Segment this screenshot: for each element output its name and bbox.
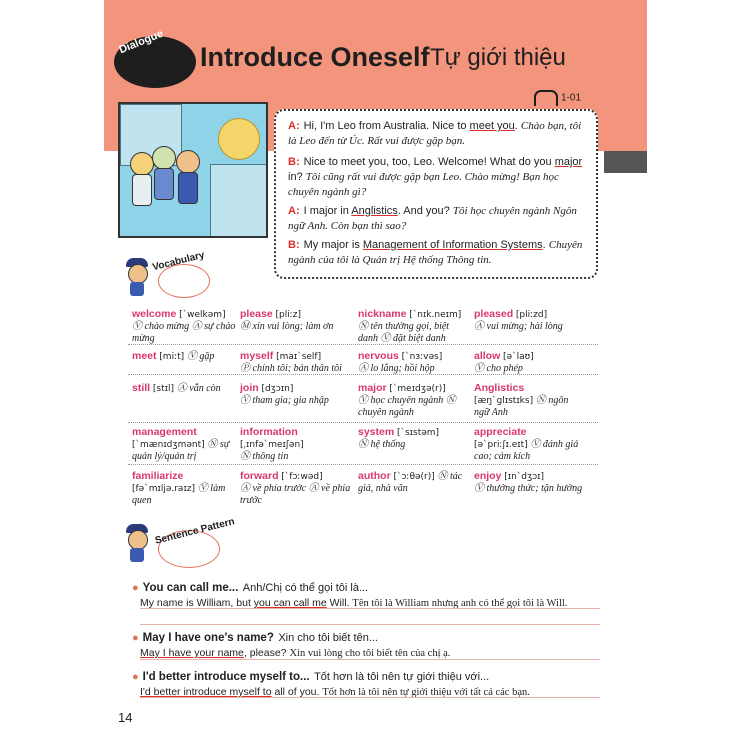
line-en: Nice to meet you, too, Leo. Welcome! What do you xyxy=(303,156,555,168)
dialogue-badge-label: Dialogue xyxy=(117,27,166,57)
vocab-meaning: Ⓐ lo lắng; hồi hộp xyxy=(358,363,435,374)
vocab-word: join xyxy=(240,382,259,394)
vocab-word: allow xyxy=(474,350,501,362)
vocab-meaning: Ⓝ tác giả, nhà văn xyxy=(358,471,463,494)
vocab-entry xyxy=(358,470,470,495)
vocab-meaning: Ⓥ chào mừng Ⓐ sự chào mừng xyxy=(132,321,236,344)
textbook-page xyxy=(104,0,647,750)
vocab-entry xyxy=(358,308,470,345)
vocab-entry xyxy=(132,350,244,363)
vocab-word: major xyxy=(358,382,387,394)
line-vi: Tôi học chuyên ngành Ngôn ngữ Anh. Còn bạn thì sao? xyxy=(288,205,577,232)
vocab-meaning: Ⓐ vẫn còn xyxy=(176,383,221,394)
line-en: I major in xyxy=(303,205,352,217)
dialogue-line xyxy=(288,119,586,149)
vocab-entry xyxy=(132,382,244,395)
vocab-meaning: Ⓥ học chuyên ngành Ⓝ chuyên ngành xyxy=(358,395,456,418)
vocab-meaning: Ⓐ vui mừng; hài lòng xyxy=(474,321,563,332)
vocab-word: nickname xyxy=(358,308,407,320)
vocab-ipa: [ˋnɜːvəs] xyxy=(401,352,443,362)
line-en: in? xyxy=(288,171,303,183)
person-body xyxy=(178,172,198,204)
speaker-label: B: xyxy=(288,156,300,168)
vocab-entry xyxy=(474,308,586,333)
pattern-item xyxy=(132,628,602,661)
pattern-title: You can call me... xyxy=(142,582,239,594)
vocab-meaning: Ⓥ làm quen xyxy=(132,483,226,506)
person-head xyxy=(152,146,176,170)
vocab-ipa: [dʒɔɪn] xyxy=(261,384,294,394)
vocab-meaning: Ⓥ đánh giá cao; cảm kích xyxy=(474,439,579,462)
vocab-ipa: [ˋwelkəm] xyxy=(179,310,226,320)
pattern-item xyxy=(132,578,602,611)
vocab-word: please xyxy=(240,308,273,320)
vocab-word: pleased xyxy=(474,308,514,320)
vocab-meaning: Ⓐ về phía trước Ⓐ về phía trước xyxy=(240,483,351,506)
person-body xyxy=(132,174,152,206)
mascot-icon xyxy=(126,524,148,564)
vocab-meaning: Ⓝ ngôn ngữ Anh xyxy=(474,395,569,418)
vocab-ipa: [əˋpriːʃɪ.eɪt] xyxy=(474,440,528,450)
dialogue-illustration xyxy=(118,102,268,238)
vocab-ipa: [ˋɔːθə(r)] xyxy=(393,472,435,482)
vocab-entry xyxy=(132,426,244,463)
vocab-meaning: Ⓥ tham gia; gia nhập xyxy=(240,395,329,406)
person-head xyxy=(130,152,154,176)
example-vi: Xin vui lòng cho tôi biết tên của chị ạ. xyxy=(289,648,451,659)
vocab-meaning: Ⓥ cho phép xyxy=(474,363,523,374)
vocab-meaning: Ⓥ thưởng thức; tận hưởng xyxy=(474,483,583,494)
example-vi: Tên tôi là William nhưng anh có thể gọi tôi là Will. xyxy=(352,598,568,609)
vocab-ipa: [ɪnˋdʒɔɪ] xyxy=(504,472,544,482)
dialogue-line xyxy=(288,238,586,268)
vocab-meaning: Ⓝ sự quản lý/quản trị xyxy=(132,439,230,462)
example-en: My name is William, but xyxy=(140,597,254,609)
section-tab xyxy=(604,151,647,173)
vocab-ipa: [stɪl] xyxy=(152,384,174,394)
vocab-ipa: [ˋmeɪdʒə(r)] xyxy=(389,384,446,394)
bullet-icon: ● xyxy=(132,671,139,683)
sentence-pattern-label: Sentence Pattern xyxy=(153,516,236,547)
vocabulary-label: Vocabulary xyxy=(151,249,206,274)
speaker-label: A: xyxy=(288,205,300,217)
vocab-entry xyxy=(358,350,470,375)
rule-line xyxy=(140,659,600,660)
lesson-title: Introduce Oneself xyxy=(200,42,430,72)
vocab-entry xyxy=(240,426,352,463)
line-en-key: Management of Information Systems xyxy=(362,239,543,251)
vocab-word: myself xyxy=(240,350,274,362)
page-number: 14 xyxy=(118,710,133,725)
line-en-key: Anglistics xyxy=(351,205,398,217)
vocab-meaning: Ⓝ hệ thống xyxy=(358,439,406,450)
line-en: . And you? xyxy=(397,205,450,217)
vocab-ipa: [æŋˋglɪstɪks] xyxy=(474,396,534,406)
vocab-word: information xyxy=(240,426,298,438)
vocab-ipa: [miːt] xyxy=(159,352,185,362)
vocab-word: still xyxy=(132,382,151,394)
dialogue-line xyxy=(288,155,586,200)
speaker-label: A: xyxy=(288,120,300,132)
vocab-entry xyxy=(474,426,586,463)
rule-line xyxy=(140,608,600,609)
speaker-label: B: xyxy=(288,239,300,251)
headphones-icon xyxy=(534,90,558,106)
window-emblem-icon xyxy=(218,118,260,160)
vocab-word: meet xyxy=(132,350,157,362)
pattern-item xyxy=(132,667,602,700)
row-divider xyxy=(128,422,598,423)
vocab-word: forward xyxy=(240,470,279,482)
vocab-entry xyxy=(132,470,244,507)
example-en: Will. xyxy=(326,597,350,609)
example-key: May I have your name xyxy=(140,647,244,659)
vocab-meaning: Ⓟ chính tôi; bản thân tôi xyxy=(240,363,342,374)
vocab-word: welcome xyxy=(132,308,177,320)
vocab-word: enjoy xyxy=(474,470,502,482)
vocab-word: system xyxy=(358,426,395,438)
vocab-word: nervous xyxy=(358,350,399,362)
vocab-word: familiarize xyxy=(132,470,184,482)
vocab-ipa: [fəˋmɪljə.raɪz] xyxy=(132,484,196,494)
building-shape xyxy=(210,164,268,238)
row-divider xyxy=(128,464,598,465)
lesson-title-vi: Tự giới thiệu xyxy=(430,44,566,71)
example-en: all of you. xyxy=(271,686,320,698)
vocab-ipa: [ˋfɔːwəd] xyxy=(281,472,323,482)
line-vi: Chuyên ngành của tôi là Quản trị Hệ thống Thông tin. xyxy=(288,239,583,266)
vocab-word: Anglistics xyxy=(474,382,525,394)
person-head xyxy=(176,150,200,174)
vocab-ipa: [ˌɪnfəˋmeɪʃən] xyxy=(240,440,304,450)
vocab-entry xyxy=(240,382,352,407)
vocab-ipa: [pliːzd] xyxy=(515,310,548,320)
rule-line xyxy=(140,697,600,698)
pattern-title-vi: Xin cho tôi biết tên... xyxy=(278,632,378,644)
vocab-ipa: [ˋnɪk.neɪm] xyxy=(409,310,462,320)
vocab-meaning: Ⓝ tên thường gọi, biệt danh Ⓥ đặt biệt danh xyxy=(358,321,450,344)
example-key: I'd better introduce myself to xyxy=(140,686,272,698)
vocab-ipa: [pliːz] xyxy=(275,310,301,320)
vocab-word: management xyxy=(132,426,197,438)
vocab-meaning: Ⓥ gặp xyxy=(186,351,215,362)
line-en: Hi, I'm Leo from Australia. Nice to xyxy=(303,120,470,132)
line-en: . xyxy=(514,120,518,132)
vocab-word: appreciate xyxy=(474,426,527,438)
dialogue-box xyxy=(274,109,598,279)
example-en: , please? xyxy=(243,647,287,659)
line-en: . xyxy=(542,239,546,251)
audio-track-label: 1-01 xyxy=(561,92,582,104)
vocab-entry xyxy=(240,350,352,375)
vocab-entry xyxy=(358,426,470,451)
vocab-ipa: [ˋsɪstəm] xyxy=(396,428,440,438)
line-en-key: major xyxy=(554,156,583,168)
vocab-entry xyxy=(474,470,586,495)
pattern-title-vi: Anh/Chị có thể gọi tôi là... xyxy=(242,582,369,594)
line-en: My major is xyxy=(303,239,363,251)
vocab-meaning: Ⓜ xin vui lòng; làm ơn xyxy=(240,321,334,332)
person-body xyxy=(154,168,174,200)
vocab-ipa: [maɪˋself] xyxy=(276,352,322,362)
pattern-title-vi: Tốt hơn là tôi nên tự giới thiệu với... xyxy=(314,671,490,683)
vocab-ipa: [əˋlaʊ] xyxy=(503,352,534,362)
pattern-title: May I have one's name? xyxy=(142,632,274,644)
line-vi: Tôi cũng rất vui được gặp bạn Leo. Chào mừng! Bạn học chuyên ngành gì? xyxy=(288,171,559,198)
bullet-icon: ● xyxy=(132,632,139,644)
example-vi: Tốt hơn là tôi nên tự giới thiệu với tất cả các bạn. xyxy=(322,687,530,698)
line-vi: Chào bạn, tôi là Leo đến từ Úc. Rất vui được gặp bạn. xyxy=(288,120,582,147)
pattern-title: I'd better introduce myself to... xyxy=(142,671,310,683)
dialogue-line xyxy=(288,204,586,234)
vocab-entry xyxy=(132,308,244,345)
vocab-entry xyxy=(358,382,470,419)
vocab-entry xyxy=(474,350,586,375)
vocab-entry xyxy=(474,382,586,419)
bullet-icon: ● xyxy=(132,582,139,594)
vocab-ipa: [ˋmænɪdʒmənt] xyxy=(132,440,205,450)
line-en-key: meet you xyxy=(469,120,515,132)
rule-line xyxy=(140,624,600,625)
vocab-meaning: Ⓝ thông tin xyxy=(240,451,289,462)
vocab-word: author xyxy=(358,470,391,482)
mascot-icon xyxy=(126,258,148,298)
example-key: you can call me xyxy=(253,597,327,609)
audio-track[interactable] xyxy=(534,90,581,106)
vocab-entry xyxy=(240,470,352,507)
vocab-entry xyxy=(240,308,352,333)
